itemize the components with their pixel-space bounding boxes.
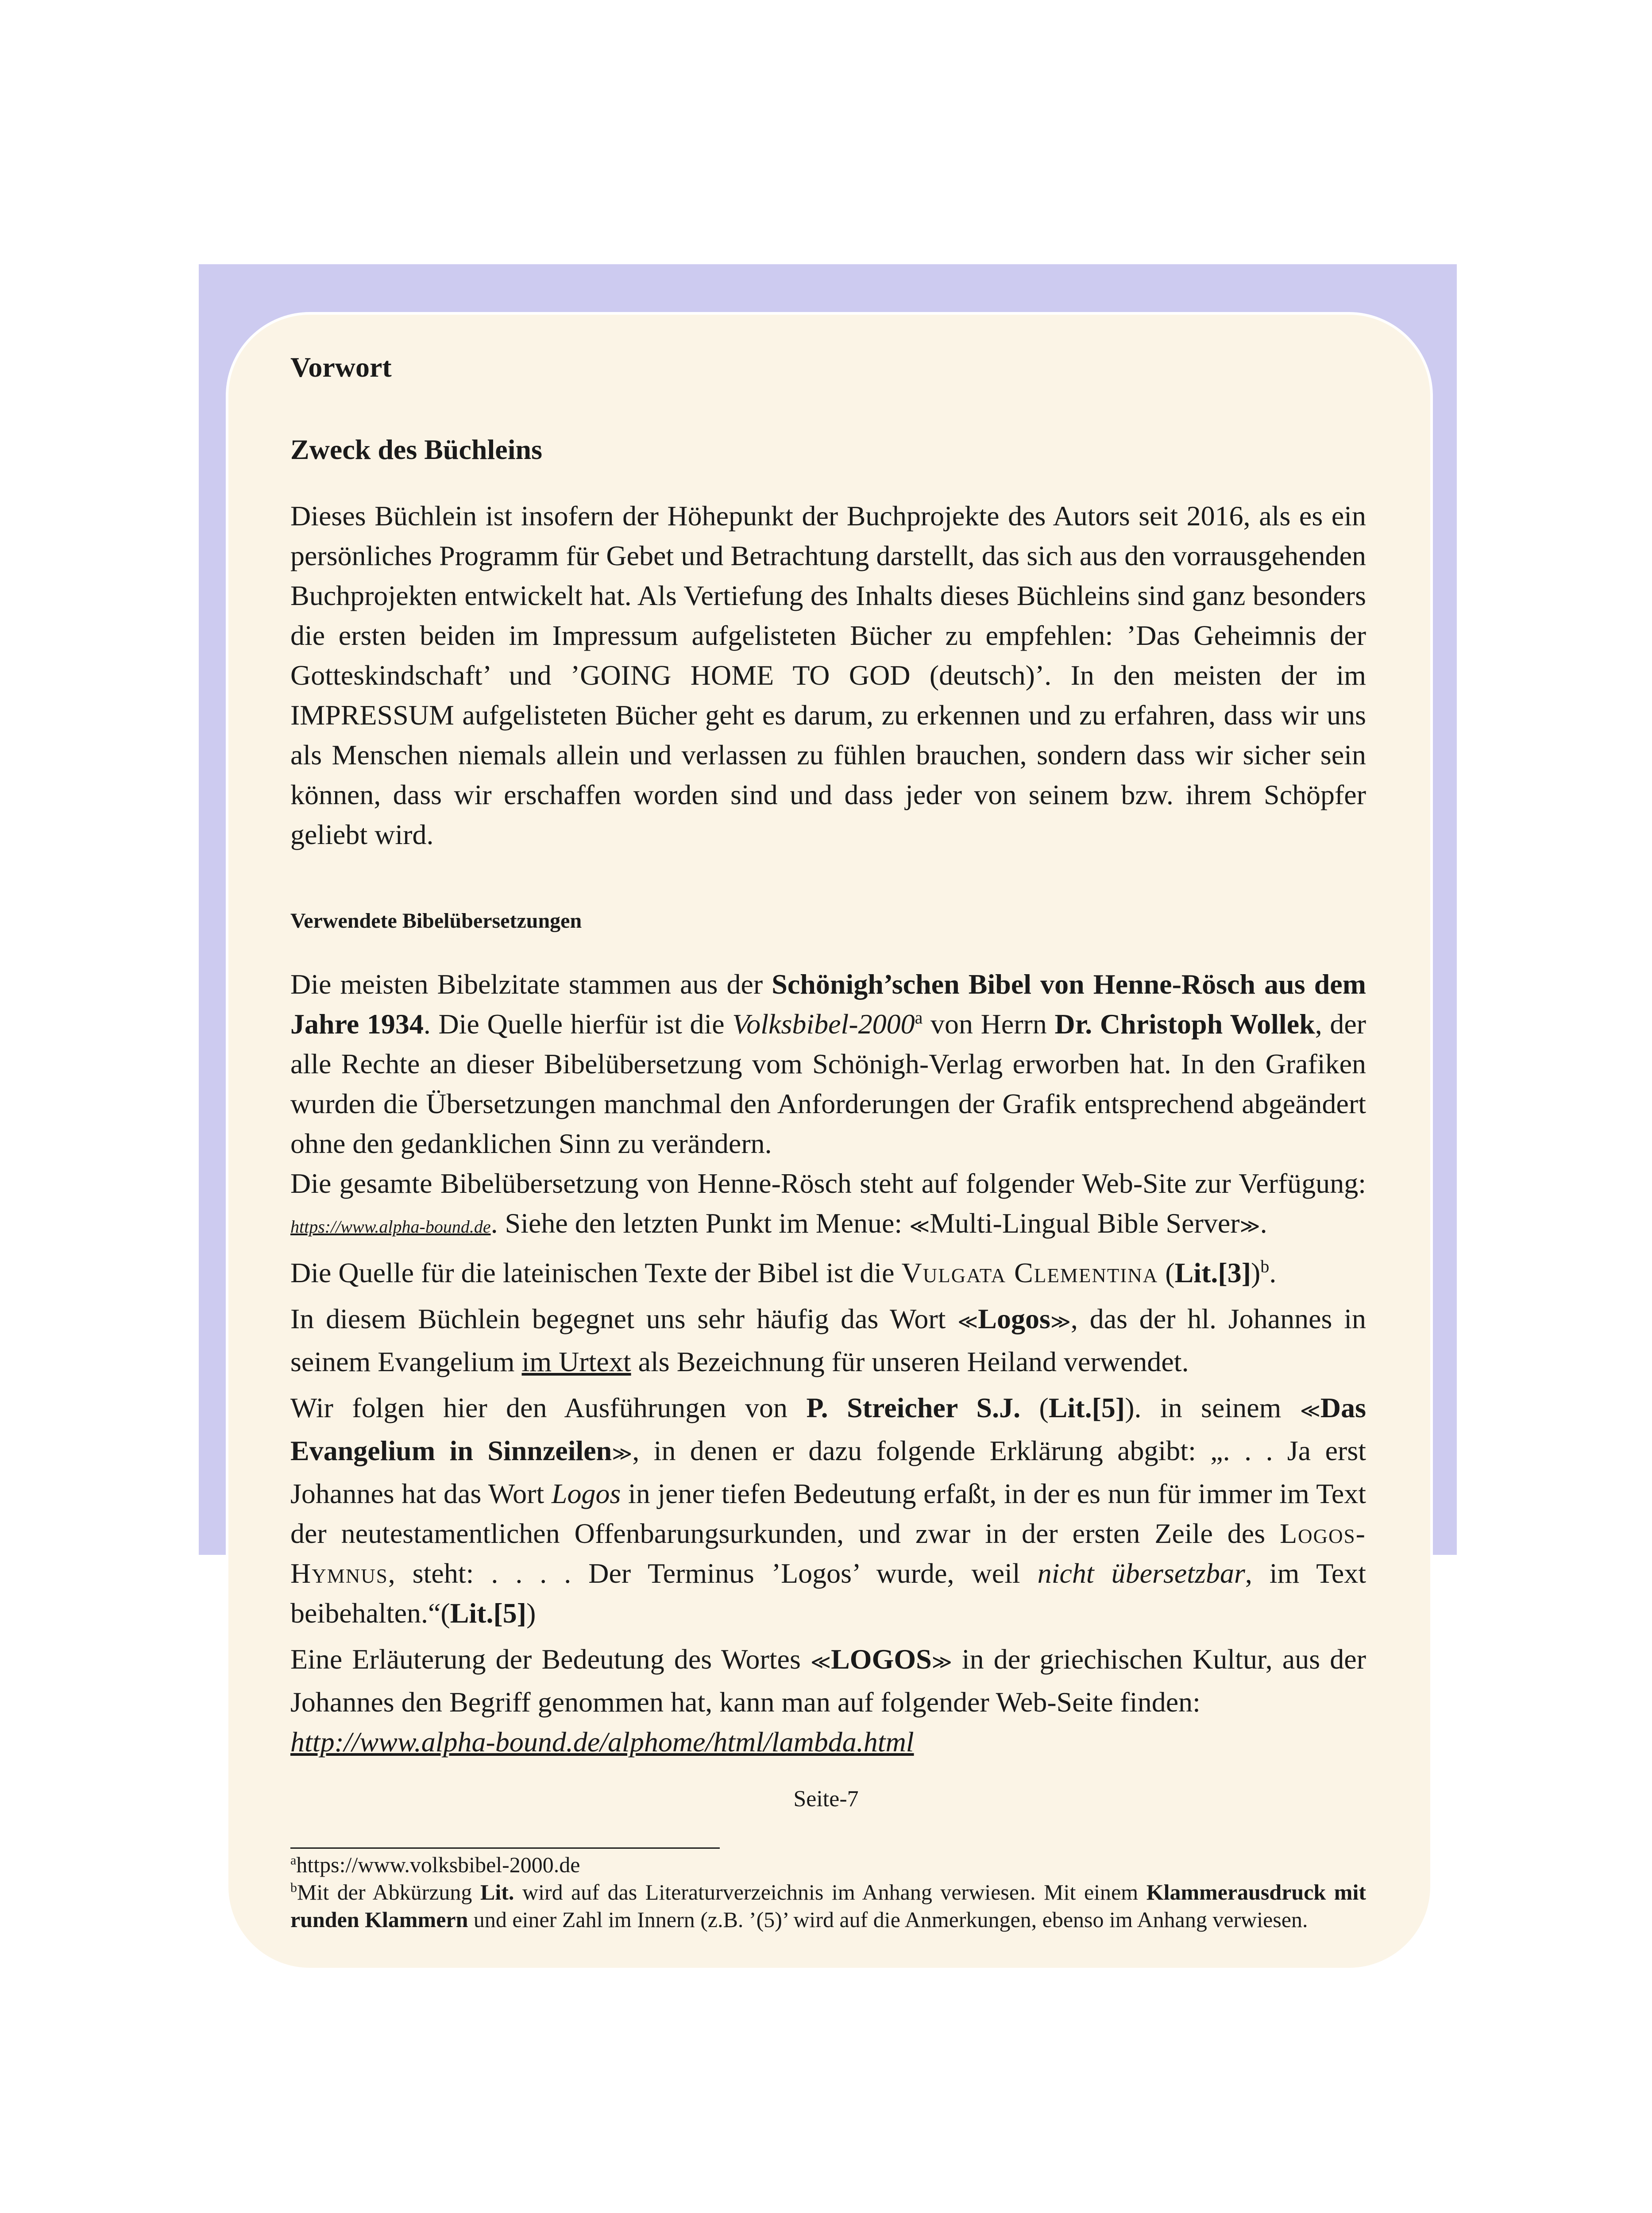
paragraph-website: Die gesamte Bibelübersetzung von Henne-Rösch steht auf folgender Web-Site zur Verfügung: https://www.alpha-bound.de. Siehe den letzten Punkt im Menue: ≪Multi-Lingual Bible Server≫.	[290, 1168, 1366, 1239]
footnote-ref-b[interactable]: b	[1260, 1256, 1270, 1276]
paragraph-logos-culture: Eine Erläuterung der Bedeutung des Wortes ≪LOGOS≫ in der griechischen Kultur, aus der Johannes den Begriff genommen hat, kann man auf folgender Web-Seite finden: http://www.alpha-bound.de/alphome/html/lambda.html	[290, 1643, 1366, 1758]
lambda-page-link[interactable]: http://www.alpha-bound.de/alphome/html/lambda.html	[290, 1726, 914, 1758]
section-title: Zweck des Büchleins	[290, 434, 542, 465]
paragraph-vulgata: Die Quelle für die lateinischen Texte der Bibel ist die Vulgata Clementina $(Lit.[3])^b$.	[290, 1256, 1277, 1288]
page-content	[290, 347, 1366, 1762]
footnote-a: $^a$https://www.volksbibel-2000.de	[290, 1852, 580, 1877]
footnote-ref-a[interactable]: a	[915, 1007, 923, 1028]
subsection-title: Verwendete Bibelübersetzungen	[290, 909, 582, 933]
paragraph-bible-source: Die meisten Bibelzitate stammen aus der Schönigh’schen Bibel von Henne-Rösch aus dem Jahre 1934. Die Quelle hierfür ist die Volksbibel-2000$^a$ von Herrn Dr. Christoph Wollek, der alle Rechte an dieser Bibelübersetzung vom Schönigh-Verlag erworben hat. In den Grafiken wurden die Übersetzungen manchmal den Anforderungen der Grafik entsprechend abgeändert ohne den gedanklichen Sinn zu verändern.	[290, 968, 1366, 1159]
page-heading: Vorwort	[290, 351, 392, 383]
footnotes	[290, 1847, 1366, 1933]
page-number: Seite-7	[793, 1786, 859, 1812]
paragraph-streicher: Wir folgen hier den Ausführungen von P. Streicher S.J. (Lit.[5]). in seinem ≪Das Evangelium in Sinnzeilen≫, in denen er dazu folgende Erklärung abgibt: „. . . Ja erst Johannes hat das Wort Logos in jener tiefen Bedeutung erfaßt, in der es nun für immer im Text der neutestamentlichen Offenbarungsurkunden, und zwar in der ersten Zeile des Logos-Hymnus, steht: . . . . Der Terminus ’Logos’ wurde, weil nicht übersetzbar, im Text beibehalten.“(Lit.[5])	[290, 1392, 1366, 1629]
paragraph-purpose: Dieses Büchlein ist insofern der Höhepunkt der Buchprojekte des Autors seit 2016, als es ein persönliches Programm für Gebet und Betrachtung darstellt, das sich aus den vorrausgehenden Buchprojekten entwickelt hat. Als Vertiefung des Inhalts dieses Büchleins sind ganz besonders die ersten beiden im Impressum aufgelisteten Bücher zu empfehlen: ’Das Geheimnis der Gotteskindschaft’ und ’GOING HOME TO GOD (deutsch)’. In den meisten der im IMPRESSUM aufgelisteten Bücher geht es darum, zu erkennen und zu erfahren, dass wir uns als Menschen niemals allein und verlassen zu fühlen brauchen, sondern dass wir sicher sein können, dass wir erschaffen worden sind und dass jeder von seinem bzw. ihrem Schöpfer geliebt wird.	[290, 500, 1366, 850]
footnote-b: $^b$Mit der Abkürzung Lit. wird auf das Literaturverzeichnis im Anhang verwiesen. Mit einem Klammerausdruck mit runden Klammern und einer Zahl im Innern (z.B. ’(5)’ wird auf die Anmerkungen, ebenso im Anhang verwiesen.	[290, 1880, 1366, 1932]
paragraph-logos: In diesem Büchlein begegnet uns sehr häufig das Wort ≪Logos≫, das der hl. Johannes in seinem Evangelium im Urtext als Bezeichnung für unseren Heiland verwendet.	[290, 1303, 1366, 1377]
alpha-bound-link[interactable]: https://www.alpha-bound.de	[290, 1217, 491, 1237]
